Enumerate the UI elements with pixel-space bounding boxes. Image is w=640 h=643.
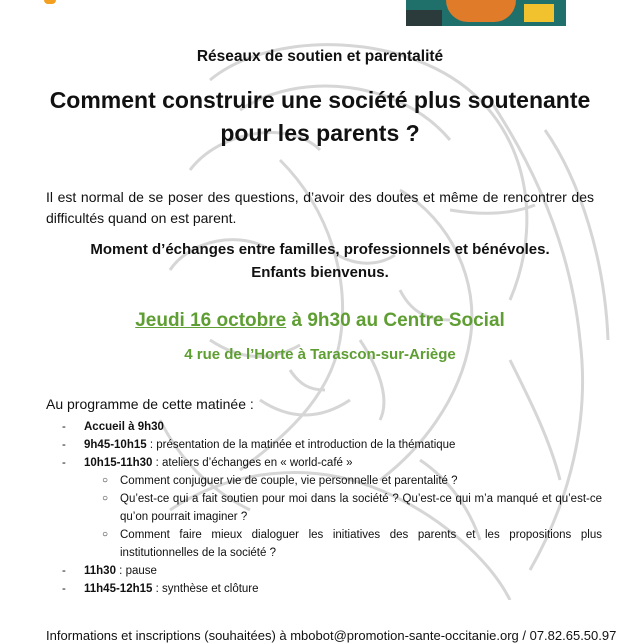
emphasis-line-1: Moment d’échanges entre familles, professionnels et bénévoles. — [90, 241, 550, 258]
program-list — [62, 418, 602, 598]
program-heading: Au programme de cette matinée : — [46, 396, 254, 412]
event-address: 4 rue de l’Horte à Tarascon-sur-Ariège — [184, 346, 456, 363]
title-line-1: Comment construire une société plus soutenante — [49, 87, 591, 113]
program-item: - Accueil à 9h30 — [62, 421, 164, 433]
subtitle: Réseaux de soutien et parentalité — [196, 48, 444, 65]
program-item: - 11h30 : pause — [62, 565, 157, 577]
intro-paragraph — [46, 187, 594, 229]
program-subitem: ○ Comment conjuguer vie de couple, vie personnelle et parentalité ? — [102, 475, 458, 487]
intro-line-1: Il est normal de se poser des questions, d’avoir des doutes et même de rencontrer des — [46, 189, 594, 205]
emphasis-block — [0, 238, 640, 284]
footer-contact: Informations et inscriptions (souhaitées) à mbobot@promotion-sante-occitanie.org / 07.82.65.50.97 — [46, 628, 617, 643]
title-line-2: pour les parents ? — [220, 120, 420, 146]
intro-line-2: difficultés quand on est parent. — [46, 210, 237, 226]
program-subitem: ○ Comment faire mieux dialoguer les initiatives des parents et les propositions plus institutionnelles de la société ? — [102, 529, 602, 559]
event-date — [0, 310, 640, 332]
program-item: - 10h15-11h30 : ateliers d’échanges en « world-café » — [62, 457, 353, 469]
page-title — [0, 84, 640, 150]
event-time-place: à 9h30 au Centre Social — [286, 310, 505, 331]
emphasis-line-2: Enfants bienvenus. — [251, 264, 389, 281]
program-item: - 9h45-10h15 : présentation de la matinée et introduction de la thématique — [62, 439, 456, 451]
event-day: Jeudi 16 octobre — [135, 310, 287, 331]
program-subitem: ○ Qu’est-ce qui a fait soutien pour moi dans la société ? Qu’est-ce qui m’a manqué et qu’est-ce qu’on pourrait imaginer ? — [102, 493, 602, 523]
program-item: - 11h45-12h15 : synthèse et clôture — [62, 583, 259, 595]
